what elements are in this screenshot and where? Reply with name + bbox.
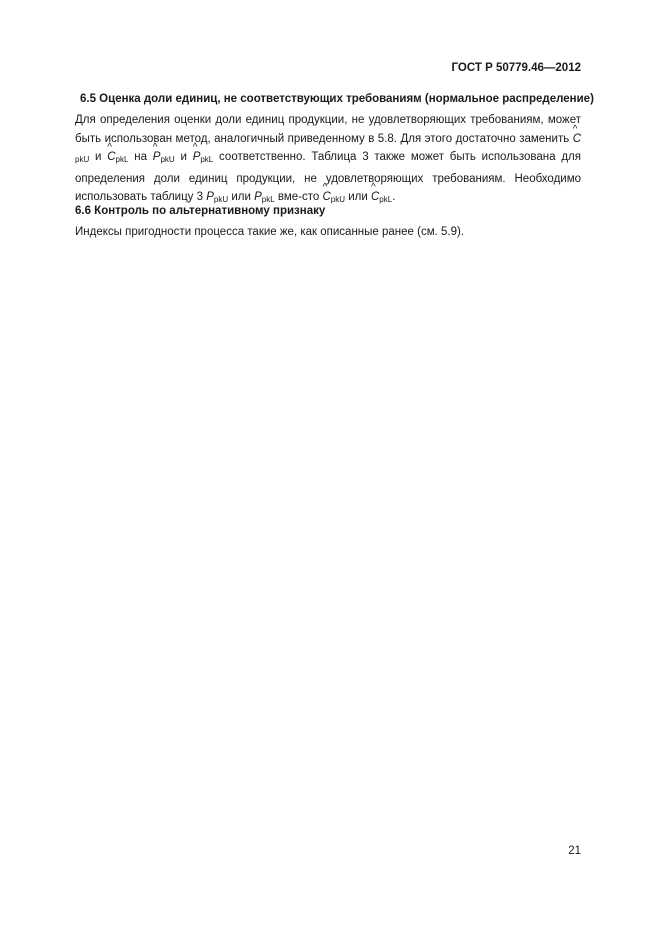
text-part-1: Для определения оценки доли единиц продукции, не удовлетворяющих требованиям, может быть использован метод, аналогичный приведенному в 5.8. Для этого достаточно заменить — [75, 114, 581, 145]
on-word: на — [128, 151, 153, 164]
symbol-p: P — [254, 191, 262, 204]
symbol-c-hat: ^ C — [573, 130, 581, 149]
symbol-p-hat: ^ P — [193, 148, 201, 167]
page-number: 21 — [568, 845, 581, 857]
or-word: или — [228, 191, 255, 204]
subscript-pku: pkU — [75, 155, 90, 165]
symbol-c-hat: ^ C — [322, 188, 330, 207]
subscript-pkl: pkL — [200, 155, 214, 165]
subscript-pkl: pkL — [115, 155, 129, 165]
document-header: ГОСТ Р 50779.46—2012 — [451, 62, 581, 74]
symbol-c-hat: ^ C — [107, 148, 115, 167]
section-6-5-title: 6.5 Оценка доли единиц, не соответствующих требованиям (нормальное распределение) — [80, 93, 594, 105]
text-part-3: вме-сто — [274, 191, 323, 204]
symbol-p-hat: ^ P — [153, 148, 161, 167]
subscript-pku: pkU — [330, 195, 346, 205]
subscript-pkl: pkL — [261, 195, 275, 205]
subscript-pku: pkU — [160, 155, 175, 165]
section-6-5-paragraph — [75, 111, 581, 210]
section-6-6-title: 6.6 Контроль по альтернативному признаку — [75, 205, 326, 217]
section-6-6-paragraph: Индексы пригодности процесса такие же, как описанные ранее (см. 5.9). — [75, 226, 465, 238]
subscript-pku: pkU — [213, 195, 229, 205]
or-word: или — [345, 191, 371, 204]
and-word: и — [89, 151, 108, 164]
and-word: и — [174, 151, 193, 164]
end-period: . — [392, 191, 396, 204]
subscript-pkl: pkL — [379, 195, 393, 205]
symbol-p: P — [206, 191, 214, 204]
text-part-2: соответственно. Таблица 3 также может быть использована для определения доли единиц продукции, не удовлетворяющих требованиям. Необходимо использовать таблицу 3 — [75, 151, 581, 204]
symbol-c-hat: ^ C — [371, 188, 379, 207]
